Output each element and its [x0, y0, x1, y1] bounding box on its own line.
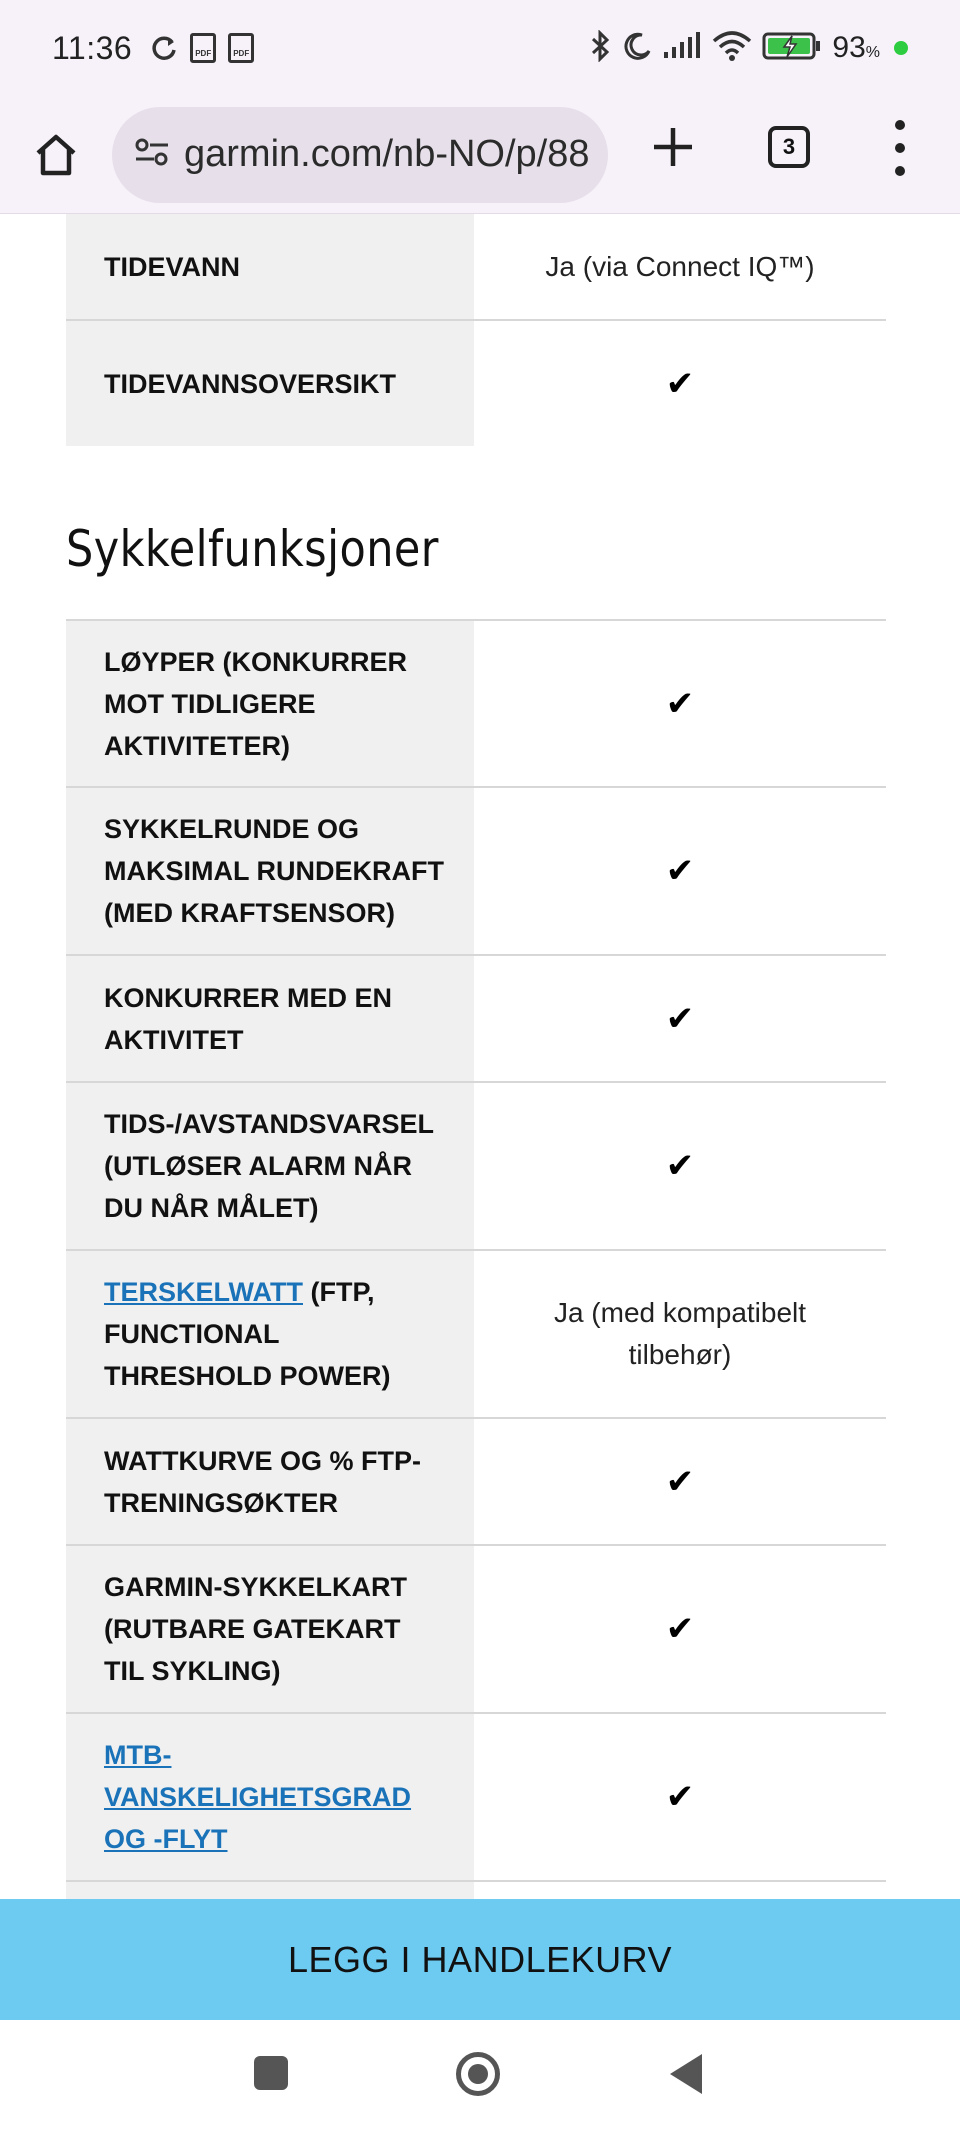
status-time: 11:36: [52, 29, 133, 66]
bluetooth-icon: [590, 30, 612, 67]
add-to-cart-button[interactable]: LEGG I HANDLEKURV: [0, 1899, 960, 2020]
table-row: [66, 956, 886, 1083]
row-value: Ja (via Connect IQ™): [545, 250, 815, 282]
more-menu-icon[interactable]: [888, 120, 912, 176]
tides-table: [66, 214, 886, 446]
pdf-icon: PDF: [190, 33, 216, 63]
checkmark-icon: ✔: [665, 999, 695, 1038]
tab-switcher-button[interactable]: 3: [768, 126, 810, 168]
row-value: [474, 788, 886, 954]
new-tab-icon[interactable]: [648, 122, 698, 172]
row-value: [474, 956, 886, 1081]
row-label: SYKKELRUNDE OG MAKSIMAL RUNDEKRAFT (MED KRAFTSENSOR): [66, 788, 474, 954]
home-icon[interactable]: [28, 127, 84, 183]
battery-level: 93%: [832, 31, 880, 64]
wifi-icon: [712, 31, 752, 66]
table-row: [66, 1546, 886, 1714]
row-value: [474, 1546, 886, 1712]
row-value: [474, 1882, 886, 1899]
row-label: TIDEVANN: [66, 214, 474, 319]
sync-icon: [150, 34, 178, 62]
row-label: [66, 1714, 474, 1880]
system-nav-bar: [0, 2020, 960, 2134]
recents-icon[interactable]: [254, 2056, 288, 2090]
table-row: [66, 1083, 886, 1251]
row-label: TIDS-/AVSTANDSVARSEL (UTLØSER ALARM NÅR DU NÅR MÅLET): [66, 1083, 474, 1249]
row-value: [474, 621, 886, 786]
moon-icon: [622, 31, 652, 66]
row-label: KONKURRER MED EN AKTIVITET: [66, 956, 474, 1081]
checkmark-icon: ✔: [665, 852, 695, 890]
row-label: GARMIN-SYKKELKART (RUTBARE GATEKART TIL SYKLING): [66, 1546, 474, 1712]
table-row: [66, 1419, 886, 1546]
url-bar[interactable]: [112, 107, 608, 203]
table-row: [66, 214, 886, 321]
status-bar: [0, 0, 960, 96]
table-row: [66, 1714, 886, 1882]
ftp-link[interactable]: TERSKELWATT: [104, 1277, 303, 1307]
table-row: [66, 1251, 886, 1419]
checkmark-icon: ✔: [665, 1462, 695, 1501]
row-value: [474, 1714, 886, 1880]
row-value: [474, 1419, 886, 1544]
row-label: LØYPER (KONKURRER MOT TIDLIGERE AKTIVITETER): [66, 621, 474, 786]
checkmark-icon: ✔: [665, 1778, 695, 1816]
signal-icon: [662, 32, 702, 65]
checkmark-icon: ✔: [665, 684, 695, 723]
checkmark-icon: ✔: [665, 1147, 695, 1185]
row-value: [474, 1083, 886, 1249]
battery-charging-icon: [762, 31, 822, 66]
pdf-icon: PDF: [228, 33, 254, 63]
row-label: WATTKURVE OG % FTP-TRENINGSØKTER: [66, 1419, 474, 1544]
mtb-difficulty-link[interactable]: MTB-VANSKELIGHETSGRAD OG -FLYT: [104, 1740, 412, 1854]
table-row: [66, 788, 886, 956]
site-settings-icon[interactable]: [134, 134, 170, 175]
row-value: Ja (med kompatibelt tilbehør): [553, 1297, 807, 1370]
home-circle-icon[interactable]: [456, 2052, 500, 2096]
row-label: TIDEVANNSOVERSIKT: [66, 321, 474, 446]
checkmark-icon: ✔: [665, 1610, 695, 1648]
section-title: Sykkelfunksjoner: [66, 520, 439, 578]
back-icon[interactable]: [670, 2054, 702, 2094]
checkmark-icon: ✔: [665, 364, 695, 403]
table-row: [66, 1882, 886, 1899]
cycling-features-table: [66, 619, 886, 1899]
page-content: [0, 214, 960, 1899]
row-label: [66, 1882, 474, 1899]
browser-toolbar: [0, 96, 960, 214]
table-row: [66, 321, 886, 446]
row-value: [474, 321, 886, 446]
row-label: TERSKELWATT (FTP, FUNCTIONAL THRESHOLD POWER): [66, 1251, 474, 1417]
table-row: [66, 621, 886, 788]
url-text: garmin.com/nb-NO/p/88: [184, 133, 590, 175]
privacy-indicator-dot: [894, 41, 908, 55]
